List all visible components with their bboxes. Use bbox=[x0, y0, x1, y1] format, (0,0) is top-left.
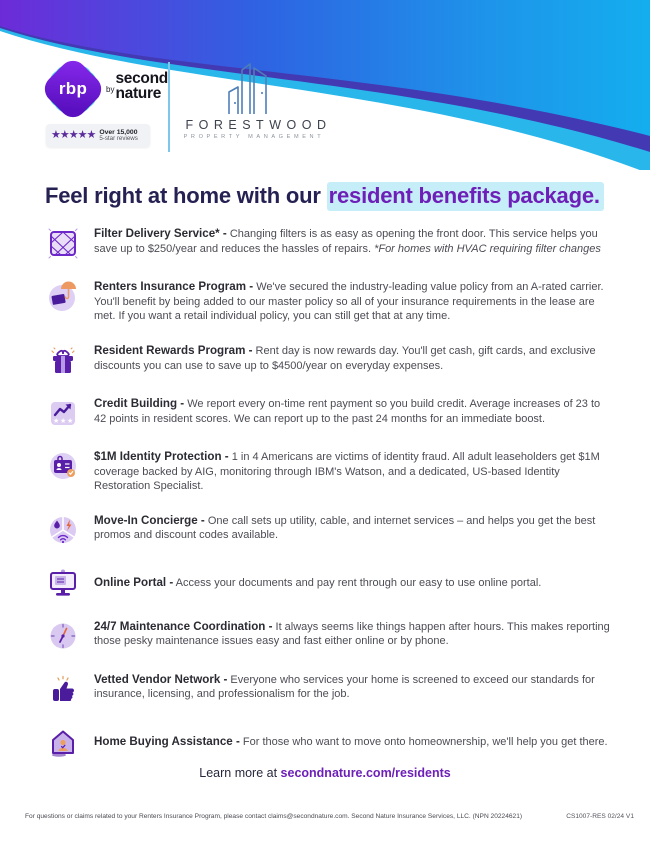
benefit-online-portal bbox=[45, 566, 614, 600]
benefit-text: Vetted Vendor Network - Everyone who services your home is screened to exceed our standards for insurance, licensing, and professionalism for the job. bbox=[94, 672, 595, 701]
benefit-credit-building bbox=[45, 396, 614, 430]
page-title bbox=[45, 183, 614, 209]
credit-chart-icon bbox=[45, 396, 81, 430]
benefit-filter-delivery bbox=[45, 226, 614, 260]
buildings-icon bbox=[224, 60, 272, 116]
logo-divider bbox=[168, 62, 170, 152]
benefit-identity-protection bbox=[45, 449, 614, 494]
benefit-text: 24/7 Maintenance Coordination - It always seems like things happen after hours. This makes reporting those pesky maintenance issues easy and fast either online or by phone. bbox=[94, 619, 610, 648]
air-filter-icon bbox=[45, 226, 81, 260]
main-content bbox=[0, 183, 650, 759]
benefits-list bbox=[45, 226, 614, 759]
rbp-logo bbox=[44, 64, 168, 120]
benefit-text: Move-In Concierge - One call sets up utility, cable, and internet services – and helps you get the best promos and discount codes available. bbox=[94, 513, 596, 542]
benefit-move-in-concierge bbox=[45, 513, 614, 547]
clock-icon bbox=[45, 619, 81, 653]
company-name: FORESTWOOD bbox=[185, 118, 332, 132]
benefit-text: Online Portal - Access your documents and pay rent through our easy to use online portal. bbox=[94, 575, 542, 589]
benefit-text: Renters Insurance Program - We've secured the industry-leading value policy from an A-rated carrier. You'll benefit by being added to our master policy so all of your insurance requirements in the lease are met. If you want a retail individual policy, you can still get that at any time. bbox=[94, 280, 604, 323]
thumbs-up-icon bbox=[45, 672, 81, 706]
id-card-icon bbox=[45, 449, 81, 483]
second-nature-wordmark bbox=[106, 72, 168, 102]
learn-more-prefix: Learn more at bbox=[199, 766, 281, 780]
computer-monitor-icon bbox=[45, 566, 81, 600]
svg-text:★: ★ bbox=[53, 416, 60, 425]
benefit-text: Credit Building - We report every on-time rent payment so you build credit. Average increases of 23 to 42 points in resident scores. We can report up to the past 24 months for an immediate boost. bbox=[94, 396, 601, 425]
title-highlight: resident benefits package. bbox=[327, 182, 604, 211]
benefit-text: Filter Delivery Service* - Changing filters is as easy as opening the front door. This service helps you save up to $250/year and reduces the hassles of repairs. *For homes with HVAC requiring filter changes bbox=[94, 227, 601, 255]
benefit-vetted-vendor-network bbox=[45, 672, 614, 706]
gift-box-icon bbox=[45, 343, 81, 377]
document-code: CS1007-RES 02/24 V1 bbox=[566, 813, 634, 820]
by-label: by bbox=[106, 84, 115, 94]
svg-text:★: ★ bbox=[60, 416, 67, 425]
insurance-disclaimer: For questions or claims related to your Renters Insurance Program, please contact claims@secondnature.com. Second Nature Insurance Services, LLC. (NPN 20224621) bbox=[25, 813, 523, 820]
benefit-resident-rewards bbox=[45, 343, 614, 377]
rbp-badge-shape bbox=[44, 60, 102, 118]
learn-more-line bbox=[0, 766, 650, 780]
package-umbrella-icon bbox=[45, 279, 81, 313]
five-stars-icon: ★★★★★ bbox=[51, 129, 96, 141]
benefit-maintenance-coordination bbox=[45, 619, 614, 653]
learn-more-link[interactable]: secondnature.com/residents bbox=[280, 766, 451, 780]
header bbox=[0, 0, 650, 170]
house-person-icon bbox=[45, 725, 81, 759]
benefit-home-buying-assistance bbox=[45, 725, 614, 759]
benefit-text: Home Buying Assistance - For those who want to move onto homeownership, we'll help you get there. bbox=[94, 734, 608, 748]
company-subtitle: PROPERTY MANAGEMENT bbox=[183, 134, 325, 140]
fine-print bbox=[25, 813, 634, 820]
forestwood-logo bbox=[180, 60, 332, 140]
svg-text:★: ★ bbox=[67, 416, 74, 425]
reviews-badge bbox=[46, 124, 150, 147]
benefit-renters-insurance bbox=[45, 279, 614, 324]
brand-line-2: nature bbox=[115, 84, 162, 102]
title-prefix: Feel right at home with our bbox=[45, 183, 327, 208]
benefit-text: Resident Rewards Program - Rent day is now rewards day. You'll get cash, gift cards, and exclusive discounts you can use to save up to $4500/year on everyday expenses. bbox=[94, 343, 596, 372]
reviews-label: 5-star reviews bbox=[99, 134, 138, 142]
reviews-count: Over 15,000 bbox=[99, 128, 138, 136]
rbp-logo-text: rbp bbox=[58, 79, 88, 98]
brand-line-1: second bbox=[115, 70, 168, 87]
benefit-text: $1M Identity Protection - 1 in 4 Americans are victims of identity fraud. All adult leaseholders get $1M coverage backed by AIG, monitoring through IBM's Watson, and a dedicated, US-based Identity Restoration Specialist. bbox=[94, 449, 600, 493]
utilities-pie-icon bbox=[45, 513, 81, 547]
